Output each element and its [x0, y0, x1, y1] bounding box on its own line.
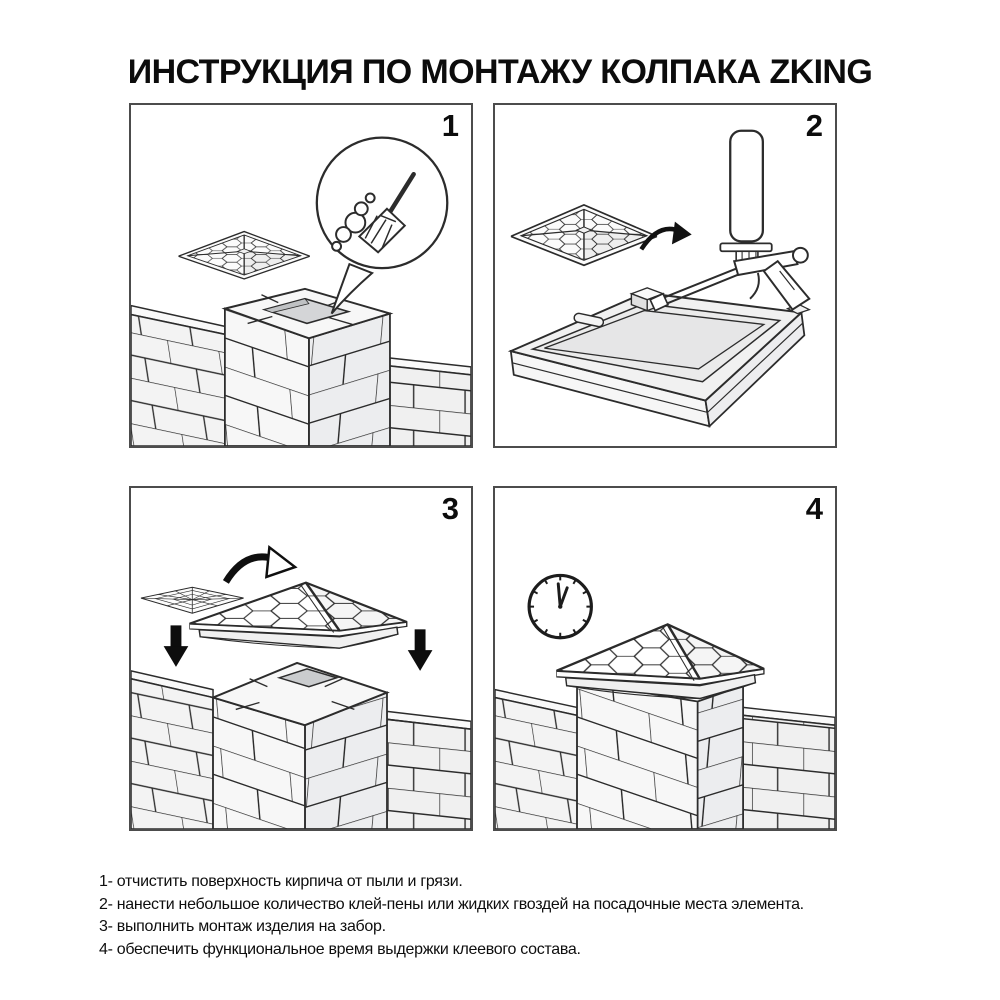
panel-step-3 [129, 486, 473, 831]
panel-4-illustration [495, 488, 835, 829]
cap-side-view [556, 624, 764, 698]
gun-knob [793, 248, 808, 263]
step-line-3: 3- выполнить монтаж изделия на забор. [99, 918, 386, 935]
panel-number: 1 [441, 108, 458, 143]
down-arrow-icon [408, 629, 433, 671]
step-line-2: 2- нанести небольшое количество клей-пены или жидких гвоздей на посадочные места элемента. [99, 895, 804, 913]
brick-wall-right [390, 358, 471, 446]
brick-pillar-capped [577, 682, 743, 829]
step-line-1: 1- отчистить поверхность кирпича от пыли и грязи. [99, 873, 463, 890]
brick-wall-left [131, 306, 225, 446]
step-line-4: 4- обеспечить функциональное время выдержки клеевого состава. [99, 940, 581, 958]
panel-number: 2 [805, 108, 822, 143]
panel-step-1 [129, 103, 473, 448]
gun-handle [764, 261, 809, 309]
page-title: ИНСТРУКЦИЯ ПО МОНТАЖУ КОЛПАКА ZKING [127, 52, 873, 91]
panel-number: 3 [441, 491, 458, 526]
cap-top-view [511, 205, 657, 265]
brick-pillar-open-top [213, 663, 387, 829]
foam-canister [730, 131, 763, 242]
cap-side-view [189, 583, 406, 649]
panel-step-4 [493, 486, 837, 831]
panel-2-illustration [495, 105, 835, 446]
brick-pillar-open-top [225, 289, 390, 446]
gun-trigger [750, 273, 759, 299]
cap-top-view [178, 232, 309, 279]
down-arrow-icon [164, 625, 189, 667]
panel-step-2 [493, 103, 837, 448]
brick-wall-left [131, 671, 213, 829]
speech-bubble [317, 138, 447, 314]
panel-3-illustration [131, 488, 471, 829]
steps-list [99, 871, 804, 961]
clock-icon [529, 575, 591, 637]
brick-wall-left [495, 690, 577, 829]
panel-1-illustration [131, 105, 471, 446]
brick-wall-right [743, 707, 835, 829]
brick-wall-right [387, 711, 471, 829]
panel-number: 4 [805, 491, 822, 526]
foam-gun-icon [650, 131, 809, 311]
flip-arrow-icon [226, 547, 295, 582]
